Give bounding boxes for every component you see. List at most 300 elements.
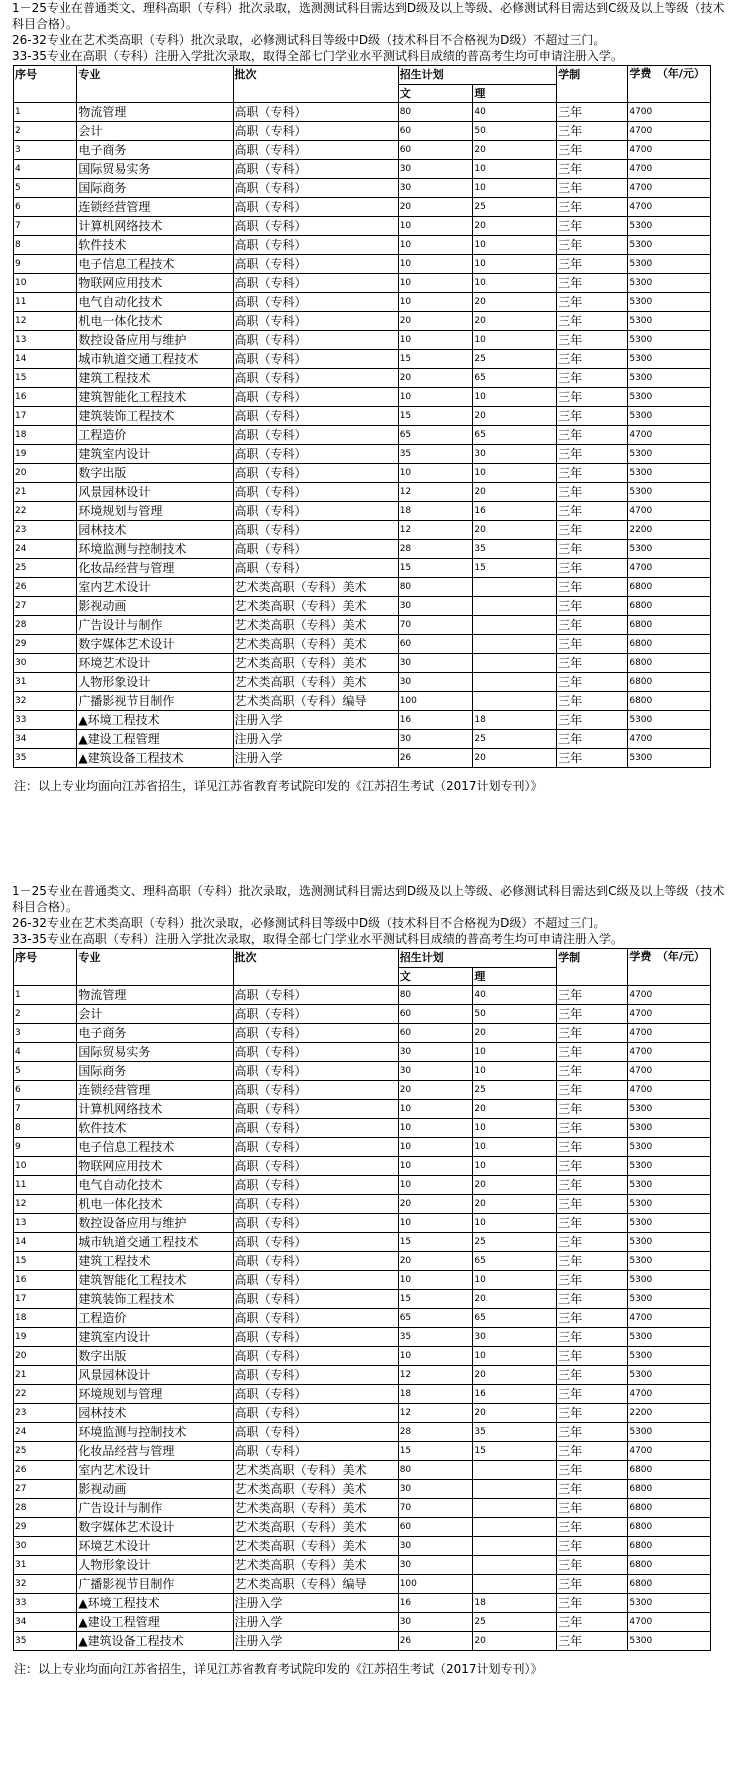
cell-fee: 5300 — [628, 293, 711, 312]
cell-no: 20 — [14, 1347, 77, 1366]
cell-major: 影视动画 — [77, 1480, 233, 1499]
header-years: 学制 — [557, 949, 628, 986]
cell-wen: 60 — [398, 1024, 473, 1043]
cell-li: 20 — [473, 1632, 557, 1651]
cell-years: 三年 — [557, 1290, 628, 1309]
cell-no: 27 — [14, 597, 77, 616]
cell-years: 三年 — [557, 255, 628, 274]
cell-years: 三年 — [557, 616, 628, 635]
table-row — [14, 426, 711, 445]
cell-li: 20 — [473, 1024, 557, 1043]
table-row — [14, 331, 711, 350]
cell-wen: 30 — [398, 179, 473, 198]
cell-batch: 高职（专科） — [233, 1271, 398, 1290]
table-row — [14, 388, 711, 407]
table-row — [14, 1100, 711, 1119]
cell-years: 三年 — [557, 141, 628, 160]
cell-years: 三年 — [557, 369, 628, 388]
cell-fee: 2200 — [628, 521, 711, 540]
table-row — [14, 749, 711, 768]
cell-li — [473, 635, 557, 654]
cell-major: 广播影视节目制作 — [77, 1575, 233, 1594]
cell-wen: 26 — [398, 749, 473, 768]
cell-wen: 10 — [398, 1271, 473, 1290]
cell-wen: 16 — [398, 711, 473, 730]
cell-batch: 高职（专科） — [233, 1100, 398, 1119]
cell-years: 三年 — [557, 711, 628, 730]
cell-wen: 10 — [398, 1214, 473, 1233]
cell-years: 三年 — [557, 483, 628, 502]
cell-batch: 高职（专科） — [233, 1233, 398, 1252]
cell-batch: 高职（专科） — [233, 521, 398, 540]
cell-major: 会计 — [77, 122, 233, 141]
cell-li: 10 — [473, 1043, 557, 1062]
cell-li: 20 — [473, 521, 557, 540]
table-row — [14, 198, 711, 217]
cell-li: 20 — [473, 1176, 557, 1195]
table-row — [14, 274, 711, 293]
table-row — [14, 217, 711, 236]
cell-wen: 15 — [398, 1233, 473, 1252]
cell-no: 2 — [14, 1005, 77, 1024]
table-row — [14, 483, 711, 502]
cell-major: 数字出版 — [77, 1347, 233, 1366]
cell-major: 人物形象设计 — [77, 1556, 233, 1575]
cell-batch: 高职（专科） — [233, 1176, 398, 1195]
cell-batch: 注册入学 — [233, 1632, 398, 1651]
cell-wen: 10 — [398, 255, 473, 274]
cell-years: 三年 — [557, 1328, 628, 1347]
cell-years: 三年 — [557, 293, 628, 312]
cell-years: 三年 — [557, 1119, 628, 1138]
table-row — [14, 1214, 711, 1233]
cell-batch: 艺术类高职（专科）美术 — [233, 654, 398, 673]
table-row — [14, 1157, 711, 1176]
cell-no: 17 — [14, 407, 77, 426]
cell-major: 物流管理 — [77, 986, 233, 1005]
header-no: 序号 — [14, 949, 77, 986]
cell-li: 25 — [473, 1233, 557, 1252]
cell-fee: 6800 — [628, 692, 711, 711]
cell-major: 物联网应用技术 — [77, 1157, 233, 1176]
cell-li — [473, 673, 557, 692]
cell-wen: 20 — [398, 1252, 473, 1271]
cell-fee: 6800 — [628, 1499, 711, 1518]
cell-li — [473, 1537, 557, 1556]
header-fee: 学费 （年/元） — [628, 949, 711, 986]
cell-fee: 5300 — [628, 1252, 711, 1271]
table-row — [14, 1119, 711, 1138]
cell-batch: 高职（专科） — [233, 502, 398, 521]
cell-wen: 10 — [398, 236, 473, 255]
cell-major: 建筑智能化工程技术 — [77, 1271, 233, 1290]
cell-li: 10 — [473, 1271, 557, 1290]
cell-fee: 4700 — [628, 122, 711, 141]
cell-no: 3 — [14, 141, 77, 160]
cell-batch: 高职（专科） — [233, 274, 398, 293]
cell-fee: 4700 — [628, 1005, 711, 1024]
cell-wen: 100 — [398, 1575, 473, 1594]
cell-major: 广告设计与制作 — [77, 616, 233, 635]
cell-no: 35 — [14, 749, 77, 768]
cell-no: 5 — [14, 179, 77, 198]
cell-wen: 10 — [398, 293, 473, 312]
cell-fee: 5300 — [628, 464, 711, 483]
cell-fee: 4700 — [628, 1385, 711, 1404]
cell-no: 16 — [14, 388, 77, 407]
cell-no: 34 — [14, 730, 77, 749]
cell-batch: 高职（专科） — [233, 407, 398, 426]
cell-major: 机电一体化技术 — [77, 1195, 233, 1214]
cell-fee: 5300 — [628, 369, 711, 388]
enrollment-plan-table — [13, 948, 711, 1651]
cell-li — [473, 654, 557, 673]
cell-fee: 5300 — [628, 1423, 711, 1442]
cell-major: 电子信息工程技术 — [77, 1138, 233, 1157]
cell-fee: 5300 — [628, 711, 711, 730]
table-row — [14, 1537, 711, 1556]
table-row — [14, 1385, 711, 1404]
cell-major: 人物形象设计 — [77, 673, 233, 692]
cell-years: 三年 — [557, 1556, 628, 1575]
cell-no: 1 — [14, 103, 77, 122]
cell-major: 软件技术 — [77, 236, 233, 255]
cell-major: 机电一体化技术 — [77, 312, 233, 331]
cell-major: 国际商务 — [77, 179, 233, 198]
header-major: 专业 — [77, 949, 233, 986]
cell-no: 18 — [14, 426, 77, 445]
cell-years: 三年 — [557, 559, 628, 578]
cell-no: 9 — [14, 1138, 77, 1157]
cell-li: 10 — [473, 236, 557, 255]
cell-major: 环境监测与控制技术 — [77, 1423, 233, 1442]
cell-batch: 高职（专科） — [233, 559, 398, 578]
header-batch: 批次 — [233, 66, 398, 103]
cell-major: 数控设备应用与维护 — [77, 1214, 233, 1233]
cell-major: 城市轨道交通工程技术 — [77, 350, 233, 369]
cell-batch: 高职（专科） — [233, 483, 398, 502]
cell-li: 10 — [473, 1347, 557, 1366]
cell-li: 20 — [473, 483, 557, 502]
cell-no: 20 — [14, 464, 77, 483]
cell-fee: 5300 — [628, 749, 711, 768]
cell-fee: 5300 — [628, 350, 711, 369]
cell-fee: 6800 — [628, 1480, 711, 1499]
cell-batch: 高职（专科） — [233, 464, 398, 483]
cell-no: 19 — [14, 1328, 77, 1347]
cell-major: ▲环境工程技术 — [77, 711, 233, 730]
cell-no: 22 — [14, 502, 77, 521]
cell-wen: 60 — [398, 635, 473, 654]
cell-li: 20 — [473, 1195, 557, 1214]
cell-batch: 高职（专科） — [233, 445, 398, 464]
cell-no: 24 — [14, 540, 77, 559]
cell-wen: 12 — [398, 1404, 473, 1423]
cell-major: ▲建筑设备工程技术 — [77, 749, 233, 768]
cell-batch: 艺术类高职（专科）美术 — [233, 1499, 398, 1518]
cell-major: 室内艺术设计 — [77, 1461, 233, 1480]
cell-wen: 15 — [398, 1290, 473, 1309]
table-body — [14, 949, 711, 1651]
cell-li: 25 — [473, 350, 557, 369]
cell-major: 环境艺术设计 — [77, 1537, 233, 1556]
cell-wen: 10 — [398, 331, 473, 350]
cell-batch: 艺术类高职（专科）美术 — [233, 616, 398, 635]
cell-years: 三年 — [557, 1518, 628, 1537]
cell-batch: 高职（专科） — [233, 255, 398, 274]
cell-wen: 70 — [398, 1499, 473, 1518]
cell-years: 三年 — [557, 673, 628, 692]
cell-li: 20 — [473, 749, 557, 768]
cell-no: 33 — [14, 1594, 77, 1613]
intro-line-2: 26-32专业在艺术类高职（专科）批次录取，必修测试科目等级中D级（技术科目不合格视为D级）不超过三门。 — [12, 916, 606, 930]
cell-years: 三年 — [557, 1100, 628, 1119]
intro-text — [0, 883, 732, 947]
cell-fee: 4700 — [628, 1043, 711, 1062]
table-row — [14, 1138, 711, 1157]
footnote: 注：以上专业均面向江苏省招生，详见江苏省教育考试院印发的《江苏招生考试（2017计划专刊）》 — [14, 1662, 543, 1676]
table-row — [14, 1366, 711, 1385]
cell-major: 国际贸易实务 — [77, 160, 233, 179]
cell-wen: 80 — [398, 578, 473, 597]
cell-fee: 4700 — [628, 986, 711, 1005]
cell-batch: 高职（专科） — [233, 1062, 398, 1081]
cell-wen: 10 — [398, 1100, 473, 1119]
cell-no: 33 — [14, 711, 77, 730]
cell-major: 数字媒体艺术设计 — [77, 635, 233, 654]
table-row — [14, 1176, 711, 1195]
cell-years: 三年 — [557, 1024, 628, 1043]
cell-years: 三年 — [557, 540, 628, 559]
cell-no: 35 — [14, 1632, 77, 1651]
cell-fee: 4700 — [628, 160, 711, 179]
cell-no: 13 — [14, 1214, 77, 1233]
cell-major: 计算机网络技术 — [77, 217, 233, 236]
cell-major: 电气自动化技术 — [77, 293, 233, 312]
cell-years: 三年 — [557, 1404, 628, 1423]
cell-fee: 4700 — [628, 426, 711, 445]
cell-li — [473, 616, 557, 635]
cell-wen: 30 — [398, 597, 473, 616]
cell-batch: 高职（专科） — [233, 1328, 398, 1347]
cell-fee: 5300 — [628, 255, 711, 274]
cell-li: 40 — [473, 986, 557, 1005]
table-row — [14, 1518, 711, 1537]
cell-wen: 12 — [398, 1366, 473, 1385]
cell-fee: 4700 — [628, 198, 711, 217]
cell-years: 三年 — [557, 274, 628, 293]
cell-major: 工程造价 — [77, 426, 233, 445]
cell-batch: 高职（专科） — [233, 1119, 398, 1138]
cell-li: 20 — [473, 141, 557, 160]
cell-li — [473, 1575, 557, 1594]
cell-batch: 高职（专科） — [233, 369, 398, 388]
table-row — [14, 1043, 711, 1062]
table-row — [14, 730, 711, 749]
cell-years: 三年 — [557, 1138, 628, 1157]
cell-years: 三年 — [557, 1347, 628, 1366]
cell-major: 物联网应用技术 — [77, 274, 233, 293]
cell-no: 23 — [14, 521, 77, 540]
cell-wen: 10 — [398, 1157, 473, 1176]
header-li: 理 — [473, 967, 557, 986]
cell-years: 三年 — [557, 986, 628, 1005]
cell-wen: 26 — [398, 1632, 473, 1651]
cell-li: 40 — [473, 103, 557, 122]
cell-years: 三年 — [557, 1575, 628, 1594]
cell-li: 30 — [473, 445, 557, 464]
cell-li: 10 — [473, 1062, 557, 1081]
cell-fee: 4700 — [628, 1081, 711, 1100]
cell-no: 26 — [14, 578, 77, 597]
cell-no: 27 — [14, 1480, 77, 1499]
table-row — [14, 635, 711, 654]
cell-years: 三年 — [557, 1461, 628, 1480]
cell-batch: 高职（专科） — [233, 160, 398, 179]
cell-li: 20 — [473, 1404, 557, 1423]
cell-major: 建筑工程技术 — [77, 369, 233, 388]
cell-no: 30 — [14, 1537, 77, 1556]
cell-major: 风景园林设计 — [77, 1366, 233, 1385]
cell-wen: 10 — [398, 217, 473, 236]
intro-line-1: 1－25专业在普通类文、理科高职（专科）批次录取，选测测试科目需达到D级及以上等级、必修测试科目需达到C级及以上等级（技术科目合格）。 — [12, 1, 725, 31]
table-row — [14, 1594, 711, 1613]
cell-wen: 65 — [398, 426, 473, 445]
cell-fee: 5300 — [628, 1366, 711, 1385]
cell-no: 32 — [14, 1575, 77, 1594]
cell-years: 三年 — [557, 198, 628, 217]
cell-wen: 10 — [398, 1138, 473, 1157]
cell-batch: 高职（专科） — [233, 141, 398, 160]
cell-years: 三年 — [557, 597, 628, 616]
cell-fee: 6800 — [628, 1461, 711, 1480]
cell-years: 三年 — [557, 1366, 628, 1385]
table-row — [14, 1423, 711, 1442]
cell-li: 10 — [473, 1119, 557, 1138]
cell-li: 10 — [473, 1157, 557, 1176]
cell-fee: 5300 — [628, 1233, 711, 1252]
cell-years: 三年 — [557, 578, 628, 597]
cell-li: 16 — [473, 1385, 557, 1404]
cell-fee: 5300 — [628, 1100, 711, 1119]
cell-fee: 4700 — [628, 1062, 711, 1081]
cell-years: 三年 — [557, 1043, 628, 1062]
cell-no: 6 — [14, 1081, 77, 1100]
cell-li: 16 — [473, 502, 557, 521]
header-batch: 批次 — [233, 949, 398, 986]
cell-wen: 20 — [398, 312, 473, 331]
cell-li: 10 — [473, 464, 557, 483]
cell-wen: 30 — [398, 673, 473, 692]
cell-no: 10 — [14, 274, 77, 293]
table-row — [14, 521, 711, 540]
cell-li: 65 — [473, 369, 557, 388]
cell-fee: 4700 — [628, 559, 711, 578]
cell-major: 风景园林设计 — [77, 483, 233, 502]
cell-years: 三年 — [557, 1252, 628, 1271]
cell-no: 32 — [14, 692, 77, 711]
cell-batch: 艺术类高职（专科）编导 — [233, 692, 398, 711]
cell-wen: 30 — [398, 1613, 473, 1632]
cell-major: 工程造价 — [77, 1309, 233, 1328]
table-row — [14, 673, 711, 692]
cell-years: 三年 — [557, 1632, 628, 1651]
cell-major: 园林技术 — [77, 1404, 233, 1423]
cell-batch: 高职（专科） — [233, 1404, 398, 1423]
table-row — [14, 350, 711, 369]
cell-fee: 4700 — [628, 730, 711, 749]
cell-fee: 5300 — [628, 1290, 711, 1309]
cell-years: 三年 — [557, 730, 628, 749]
cell-li — [473, 578, 557, 597]
cell-wen: 15 — [398, 407, 473, 426]
cell-batch: 高职（专科） — [233, 1290, 398, 1309]
cell-wen: 20 — [398, 1081, 473, 1100]
cell-batch: 注册入学 — [233, 730, 398, 749]
cell-years: 三年 — [557, 1214, 628, 1233]
cell-li: 10 — [473, 331, 557, 350]
cell-batch: 高职（专科） — [233, 1138, 398, 1157]
cell-wen: 18 — [398, 502, 473, 521]
cell-major: 广播影视节目制作 — [77, 692, 233, 711]
cell-major: 物流管理 — [77, 103, 233, 122]
cell-li: 20 — [473, 1290, 557, 1309]
cell-years: 三年 — [557, 1309, 628, 1328]
cell-batch: 艺术类高职（专科）美术 — [233, 673, 398, 692]
cell-no: 12 — [14, 312, 77, 331]
cell-wen: 10 — [398, 464, 473, 483]
cell-years: 三年 — [557, 1537, 628, 1556]
cell-fee: 5300 — [628, 1347, 711, 1366]
cell-wen: 10 — [398, 274, 473, 293]
table-row — [14, 1461, 711, 1480]
cell-wen: 15 — [398, 1442, 473, 1461]
cell-no: 22 — [14, 1385, 77, 1404]
cell-years: 三年 — [557, 1613, 628, 1632]
cell-batch: 艺术类高职（专科）美术 — [233, 597, 398, 616]
cell-li: 10 — [473, 255, 557, 274]
cell-li: 20 — [473, 217, 557, 236]
table-row — [14, 1556, 711, 1575]
cell-fee: 2200 — [628, 1404, 711, 1423]
cell-batch: 高职（专科） — [233, 1252, 398, 1271]
header-wen: 文 — [398, 967, 473, 986]
cell-fee: 5300 — [628, 1328, 711, 1347]
cell-li — [473, 1556, 557, 1575]
cell-no: 31 — [14, 673, 77, 692]
header-li: 理 — [473, 84, 557, 103]
cell-no: 12 — [14, 1195, 77, 1214]
table-body — [14, 66, 711, 768]
table-row — [14, 1309, 711, 1328]
cell-fee: 4700 — [628, 103, 711, 122]
cell-fee: 6800 — [628, 654, 711, 673]
table-row — [14, 369, 711, 388]
cell-wen: 10 — [398, 1119, 473, 1138]
cell-batch: 高职（专科） — [233, 388, 398, 407]
cell-wen: 30 — [398, 1556, 473, 1575]
table-row — [14, 1442, 711, 1461]
admission-block-1 — [0, 0, 732, 795]
cell-batch: 注册入学 — [233, 1594, 398, 1613]
cell-wen: 30 — [398, 1537, 473, 1556]
table-row — [14, 255, 711, 274]
cell-batch: 高职（专科） — [233, 1366, 398, 1385]
cell-years: 三年 — [557, 502, 628, 521]
cell-no: 31 — [14, 1556, 77, 1575]
cell-major: 电子信息工程技术 — [77, 255, 233, 274]
table-row — [14, 540, 711, 559]
